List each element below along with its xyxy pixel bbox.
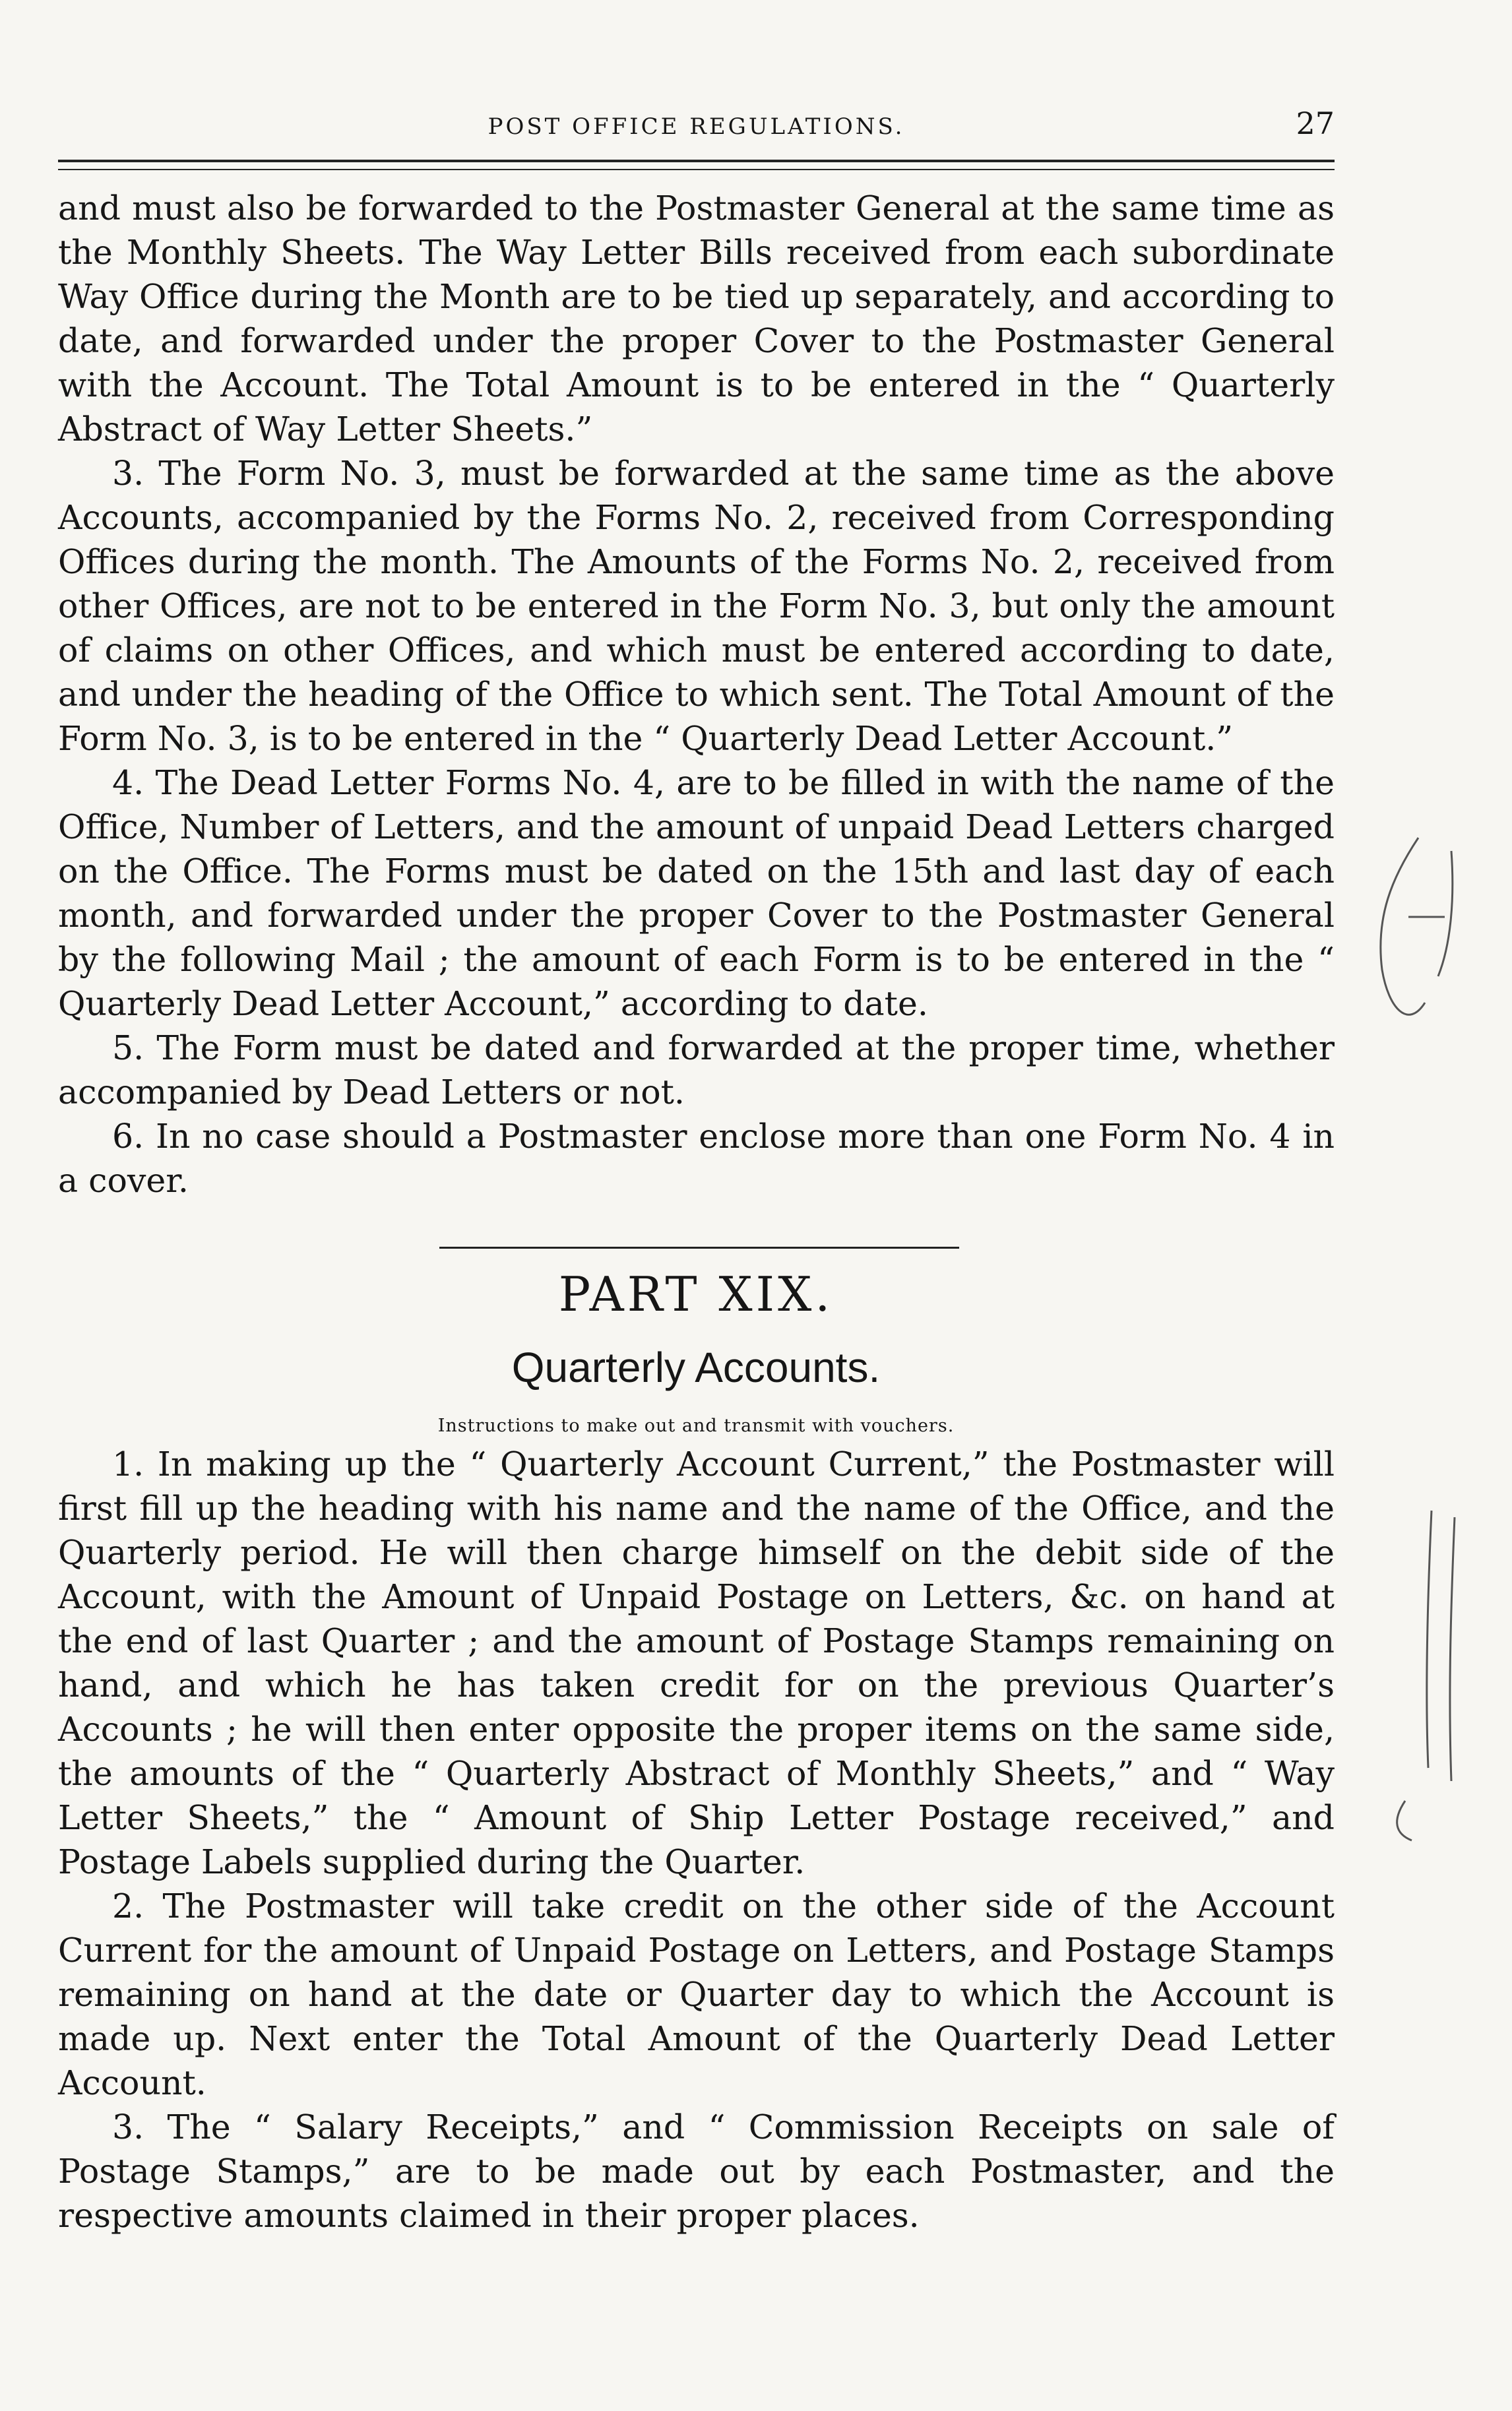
running-title: POST OFFICE REGULATIONS. xyxy=(488,113,905,140)
section-subtitle: Instructions to make out and transmit with vouchers. xyxy=(437,1416,955,1436)
paragraph-4: 4. The Dead Letter Forms No. 4, are to be filled in with the name of the Office, Number of Letters, and the amount of unpaid Dead Letters charged on the Office. The Forms must be dated on the 15th and last day of each month, and forwarded under the proper Cover to the Postmaster General by the following Mail ; the amount of each Form is to be entered in the “ Quarterly Dead Letter Account,” according to date. xyxy=(58,763,1335,1023)
margin-pencil-mark xyxy=(1438,851,1453,976)
margin-pencil-mark xyxy=(1397,1801,1412,1840)
paragraph-xix-1: 1. In making up the “ Quarterly Account Current,” the Postmaster will first fill up the heading with his name and the name of the Office, and the Quarterly period. He will then charge himself on the debit side of the Account, with the Amount of Unpaid Postage on Letters, &c. on hand at the end of last Quarter ; and the amount of Postage Stamps remaining on hand, and which he has taken credit for on the previous Quarter’s Accounts ; he will then enter opposite the proper items on the same side, the amounts of the “ Quarterly Abstract of Monthly Sheets,” and “ Way Letter Sheets,” the “ Amount of Ship Letter Postage received,” and Postage Labels supplied during the Quarter. xyxy=(58,1445,1335,1881)
paragraph-xix-2: 2. The Postmaster will take credit on the other side of the Account Current for the amount of Unpaid Postage on Letters, and Postage Stamps remaining on hand at the date or Quarter day to which the Account is made up. Next enter the Total Amount of the Quarterly Dead Letter Account. xyxy=(58,1887,1335,2102)
margin-pencil-mark xyxy=(1427,1511,1432,1768)
paragraph-3: 3. The Form No. 3, must be forwarded at the same time as the above Accounts, accompanied by the Forms No. 2, received from Corresponding Offices during the month. The Amounts of the Forms No. 2, received from other Offices, are not to be entered in the Form No. 3, but only the amount of claims on other Offices, and which must be entered according to date, and under the heading of the Office to which sent. The Total Amount of the Form No. 3, is to be entered in the “ Quarterly Dead Letter Account.” xyxy=(58,454,1335,758)
paragraph-6: 6. In no case should a Postmaster enclose more than one Form No. 4 in a cover. xyxy=(58,1117,1335,1200)
paragraph-xix-3: 3. The “ Salary Receipts,” and “ Commission Receipts on sale of Postage Stamps,” are to be made out by each Postmaster, and the respective amounts claimed in their proper places. xyxy=(58,2108,1335,2235)
margin-pencil-mark xyxy=(1381,838,1425,1015)
margin-pencil-mark xyxy=(1450,1517,1455,1781)
paragraph-5: 5. The Form must be dated and forwarded at the proper time, whether accompanied by Dead Letters or not. xyxy=(58,1028,1335,1112)
part-title: PART XIX. xyxy=(558,1267,834,1322)
section-title: Quarterly Accounts. xyxy=(511,1344,881,1391)
paragraph-continuation: and must also be forwarded to the Postmaster General at the same time as the Monthly Sheets. The Way Letter Bills received from each subordinate Way Office during the Month are to be tied up separately, and according to date, and forwarded under the proper Cover to the Postmaster General with the Account. The Total Amount is to be entered in the “ Quarterly Abstract of Way Letter Sheets.” xyxy=(58,189,1335,449)
page-number: 27 xyxy=(1296,106,1335,141)
